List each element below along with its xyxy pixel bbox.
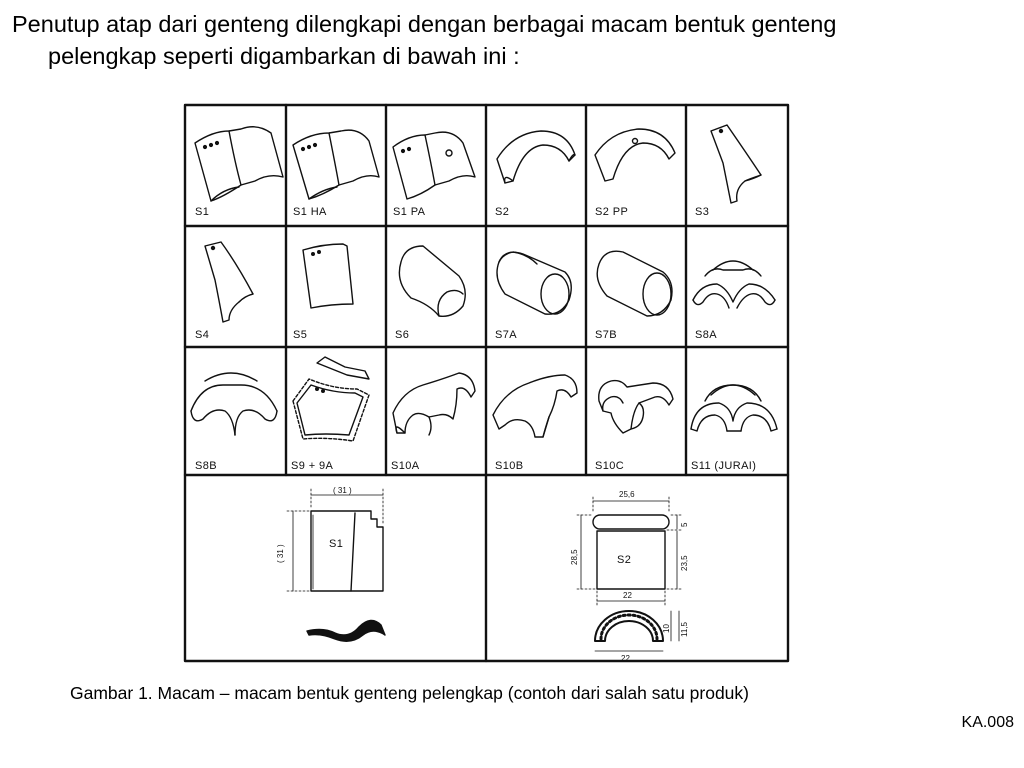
s2-arc-inner-dim: 10 [662,624,671,633]
tile-s10a [391,373,475,472]
s2-body-height-dim: 23,5 [680,555,689,571]
tile-label: S1 PA [393,206,426,218]
tile-s3 [695,125,761,218]
heading-line-2: pelengkap seperti digambarkan di bawah ini : [48,43,520,69]
tile-label: S7A [495,329,517,341]
figure-caption: Gambar 1. Macam – macam bentuk genteng pelengkap (contoh dari salah satu produk) [70,683,749,703]
tile-label: S7B [595,329,617,341]
tile-label: S10B [495,460,524,472]
tile-label: S9 + 9A [291,460,334,472]
s1-dimension-drawing [276,486,385,641]
tile-label: S1 HA [293,206,327,218]
tile-label: S11 (JURAI) [691,460,757,472]
tile-label: S8B [195,460,217,472]
tile-s7b [595,251,672,341]
tile-catalog-figure [183,103,790,663]
tile-s5 [293,244,353,341]
tile-s8a [693,261,775,341]
s2-total-height-dim: 28,5 [570,549,579,565]
tile-s2 [495,131,575,218]
s1-width-dim: ( 31 ) [333,486,352,495]
s1-dim-label: S1 [329,538,344,550]
tile-s10b [493,375,577,472]
tile-s10c [595,381,673,472]
s2-bottom-width-dim: 22 [623,591,632,600]
s2-cap-height-dim: 5 [680,522,689,527]
s2-top-width-dim: 25,6 [619,490,635,499]
tile-label: S10A [391,460,420,472]
tile-label: S5 [293,329,308,341]
s2-arc-width-dim: 22 [621,654,630,663]
tile-s7a [495,252,571,341]
document-code: KA.008 [961,714,1014,731]
tile-s1-pa [393,132,475,218]
s2-dim-label: S2 [617,554,632,566]
tile-label: S8A [695,329,717,341]
s1-height-dim: ( 31 ) [276,544,285,563]
tile-s1-ha [293,130,379,218]
grid-lines [185,105,788,661]
tile-label: S4 [195,329,210,341]
tile-s9-9a [291,357,369,472]
tile-s6 [395,246,465,341]
tile-s8b [191,373,277,472]
tile-label: S1 [195,206,210,218]
tile-label: S2 PP [595,206,629,218]
s2-dimension-drawing [570,490,689,663]
heading-line-1: Penutup atap dari genteng dilengkapi dengan berbagai macam bentuk genteng [12,11,837,37]
tile-label: S6 [395,329,410,341]
page-heading [12,8,1017,72]
tile-s4 [195,242,253,341]
s2-arc-height-dim: 11,5 [680,622,689,637]
tile-label: S2 [495,206,510,218]
tile-s1 [195,127,283,218]
tile-label: S3 [695,206,710,218]
tile-s2-pp [595,129,675,218]
tile-catalog-svg [183,103,790,663]
tile-label: S10C [595,460,625,472]
tile-s11-jurai [691,385,777,472]
